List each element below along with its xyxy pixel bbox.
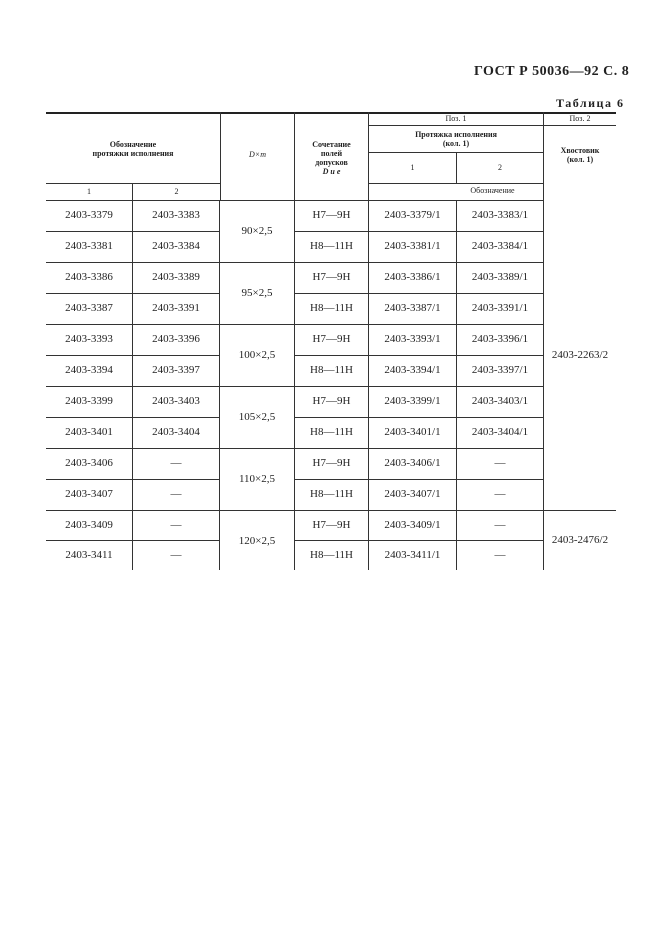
designation-header-line2: протяжки исполнения — [92, 149, 174, 158]
cell-pos1-1: 2403-3407/1 — [384, 488, 441, 501]
cell-designation-2: — — [170, 548, 182, 561]
cell-dxm: 120×2,5 — [238, 534, 276, 547]
cell-designation-2: — — [170, 519, 182, 532]
tolerance-header-line3: допусков — [315, 158, 348, 167]
pos1-header: Поз. 1 — [445, 113, 467, 123]
pos2-subheader — [544, 140, 616, 170]
cell-designation-2: 2403-3403 — [152, 395, 200, 408]
oboznachenie-header: Обозначение — [470, 186, 515, 196]
cell-pos1-2: 2403-3396/1 — [471, 333, 529, 346]
cell-tolerance: H8—11H — [310, 548, 353, 561]
cell-pos1-1: 2403-3401/1 — [384, 426, 441, 439]
pos1-col1-header: 1 — [410, 162, 415, 172]
table-title: Таблица 6 — [556, 96, 625, 110]
cell-designation-1: 2403-3379 — [65, 209, 113, 222]
cell-pos1-2: 2403-3383/1 — [471, 209, 529, 222]
cell-pos1-1: 2403-3411/1 — [384, 548, 441, 561]
cell-dxm: 95×2,5 — [241, 286, 273, 299]
cell-designation-1: 2403-3409 — [65, 519, 113, 532]
cell-pos1-2: — — [494, 488, 506, 501]
cell-dxm: 100×2,5 — [238, 348, 276, 361]
cell-pos1-2: 2403-3389/1 — [471, 271, 529, 284]
dxm-header: D×m — [249, 149, 266, 159]
cell-pos1-1: 2403-3409/1 — [384, 519, 441, 532]
cell-pos1-2: 2403-3397/1 — [471, 364, 529, 377]
cell-shank: 2403-2263/2 — [551, 348, 609, 361]
cell-tolerance: H7—9H — [312, 457, 351, 470]
cell-designation-2: 2403-3391 — [152, 302, 200, 315]
designation-col1-header: 1 — [87, 186, 91, 196]
cell-pos1-2: 2403-3384/1 — [471, 240, 529, 253]
cell-shank: 2403-2476/2 — [551, 533, 609, 546]
cell-pos1-1: 2403-3379/1 — [384, 209, 441, 222]
cell-designation-1: 2403-3407 — [65, 488, 113, 501]
cell-designation-1: 2403-3394 — [65, 364, 113, 377]
designation-header-line1: Обозначение — [109, 139, 157, 149]
pos1-subheader-line2: (кол. 1) — [442, 139, 470, 148]
cell-pos1-1: 2403-3393/1 — [384, 333, 441, 346]
cell-dxm: 105×2,5 — [238, 410, 276, 423]
cell-designation-1: 2403-3387 — [65, 302, 113, 315]
cell-designation-2: — — [170, 457, 182, 470]
pos2-subheader-line1: Хвостовик — [560, 145, 600, 155]
cell-designation-1: 2403-3401 — [65, 426, 113, 439]
cell-dxm: 90×2,5 — [241, 224, 273, 237]
cell-designation-1: 2403-3399 — [65, 395, 113, 408]
cell-dxm: 110×2,5 — [238, 472, 276, 485]
cell-designation-1: 2403-3381 — [65, 240, 113, 253]
cell-tolerance: H8—11H — [310, 302, 353, 315]
cell-designation-2: 2403-3383 — [152, 209, 200, 222]
cell-pos1-1: 2403-3399/1 — [384, 395, 441, 408]
pos1-subheader — [369, 127, 543, 151]
cell-designation-2: 2403-3396 — [152, 333, 200, 346]
designation-col2-header: 2 — [174, 186, 179, 196]
cell-tolerance: H7—9H — [312, 333, 351, 346]
cell-tolerance: H7—9H — [312, 209, 351, 222]
tolerance-header-line2: полей — [320, 148, 343, 158]
cell-pos1-1: 2403-3381/1 — [384, 240, 441, 253]
cell-tolerance: H7—9H — [312, 519, 351, 532]
cell-designation-1: 2403-3393 — [65, 333, 113, 346]
cell-designation-1: 2403-3406 — [65, 457, 113, 470]
pos2-subheader-line2: (кол. 1) — [566, 155, 594, 164]
tolerance-header — [295, 136, 368, 180]
cell-designation-2: 2403-3404 — [152, 426, 200, 439]
cell-tolerance: H8—11H — [310, 364, 353, 377]
cell-pos1-1: 2403-3386/1 — [384, 271, 441, 284]
cell-tolerance: H8—11H — [310, 240, 353, 253]
cell-tolerance: H7—9H — [312, 395, 351, 408]
cell-pos1-1: 2403-3387/1 — [384, 302, 441, 315]
cell-pos1-2: — — [494, 519, 506, 532]
cell-tolerance: H7—9H — [312, 271, 351, 284]
cell-pos1-1: 2403-3394/1 — [384, 364, 441, 377]
pos2-header: Поз. 2 — [569, 113, 591, 123]
cell-designation-2: — — [170, 488, 182, 501]
cell-designation-2: 2403-3397 — [152, 364, 200, 377]
cell-pos1-2: — — [494, 457, 506, 470]
pos1-subheader-line1: Протяжка исполнения — [415, 129, 497, 139]
cell-pos1-1: 2403-3406/1 — [384, 457, 441, 470]
tolerance-header-line4: D и e — [322, 167, 341, 177]
cell-designation-1: 2403-3411 — [65, 548, 113, 561]
cell-pos1-2: 2403-3403/1 — [471, 395, 529, 408]
cell-designation-1: 2403-3386 — [65, 271, 113, 284]
cell-tolerance: H8—11H — [310, 488, 353, 501]
cell-designation-2: 2403-3389 — [152, 271, 200, 284]
cell-pos1-2: 2403-3391/1 — [471, 302, 529, 315]
designation-header — [46, 136, 220, 162]
tolerance-header-line1: Сочетание — [312, 139, 351, 149]
cell-pos1-2: — — [494, 548, 506, 561]
pos1-col2-header: 2 — [498, 162, 502, 172]
cell-pos1-2: 2403-3404/1 — [471, 426, 529, 439]
cell-designation-2: 2403-3384 — [152, 240, 200, 253]
cell-tolerance: H8—11H — [310, 426, 353, 439]
page-header: ГОСТ Р 50036—92 С. 8 — [474, 64, 630, 79]
